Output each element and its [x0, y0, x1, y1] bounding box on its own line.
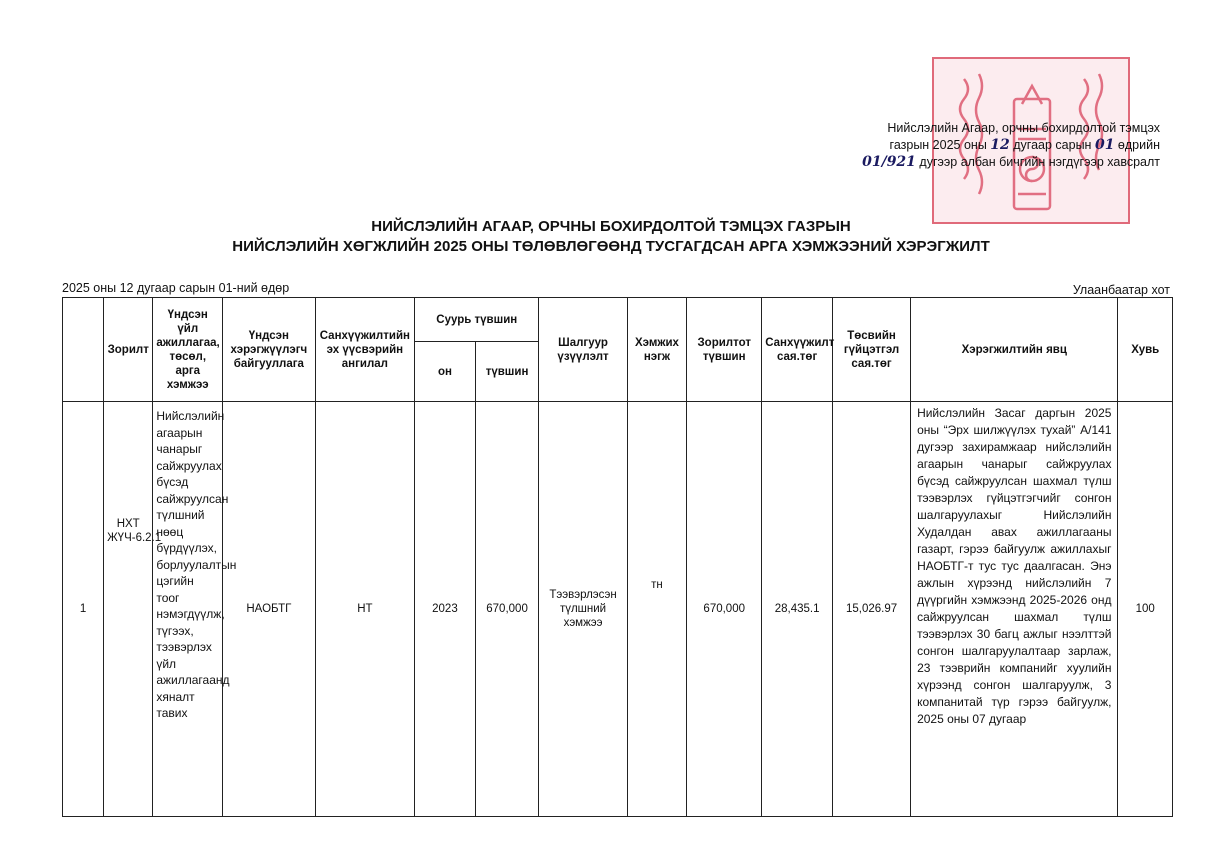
cell-funding: 28,435.1: [762, 402, 833, 817]
approval-line-1: Нийслэлийн Агаар, орчны бохирдолтой тэмцэх: [887, 121, 1160, 135]
cell-implementer: НАОБТГ: [223, 402, 315, 817]
header-baseline-level: түвшин: [475, 342, 539, 402]
handwritten-month: 12: [990, 137, 1010, 153]
cell-progress: Нийслэлийн Засаг даргын 2025 оны “Эрх шилжүүлэх тухай” А/141 дугээр захирамжаар нийслэлийн агаарын чанарыг сайжруулах бүсэд сайжруулсан шахмал түлш тээвэрлэх гүйцэтгэгчийг сонгон шалгаруулахыг Нийслэлийн Худалдан авах ажиллагааны газарт, гэрээ байгуулж ажиллахыг НАОБТГ-т тус тус даалгасан. Энэ ажлын хүрээнд нийслэлийн 7 дүүргийн хэмжээнд 2025-2026 онд сайжруулсан шахмал түлш тээвэрлэх 30 багц ажлыг нээлттэй сонгон шалгаруулалтаар зарлаж, 23 тээврийн компанийг хуулийн хүрээнд сонгон шалгаруулж, 3 компанитай түр гэрээ байгуулж, 2025 оны 07 дугаар: [911, 402, 1118, 817]
document-title-line-2: НИЙСЛЭЛИЙН ХӨГЖЛИЙН 2025 ОНЫ ТӨЛӨВЛӨГӨӨНД ТУСГАГДСАН АРГА ХЭМЖЭЭНИЙ ХЭРЭГЖИЛТ: [232, 238, 990, 255]
handwritten-number: 01/921: [862, 154, 916, 170]
cell-objective: НХТ ЖҮЧ-6.2.1: [104, 402, 153, 817]
cell-indicator: Тээвэрлэсэн түлшний хэмжээ: [539, 402, 627, 817]
header-indicator: Шалгуур үзүүлэлт: [539, 298, 627, 402]
document-title-line-1: НИЙСЛЭЛИЙН АГААР, ОРЧНЫ БОХИРДОЛТОЙ ТЭМЦЭХ ГАЗРЫН: [371, 218, 851, 235]
approval-month-text: дугаар сарын: [1013, 138, 1092, 152]
handwritten-day: 01: [1094, 137, 1115, 153]
progress-table: [62, 297, 1173, 817]
cell-baseline-level: 670,000: [475, 402, 539, 817]
header-budget: Төсвийн гүйцэтгэл сая.төг: [833, 298, 911, 402]
document-city: Улаанбаатар хот: [1072, 283, 1170, 297]
approval-annex-text: дугээр албан бичгийн нэгдүгээр хавсралт: [919, 155, 1160, 169]
approval-line-3: [862, 154, 1160, 171]
header-target: Зорилтот түвшин: [687, 298, 762, 402]
document-date: 2025 оны 12 дугаар сарын 01-ний өдөр: [62, 281, 290, 295]
header-progress: Хэрэгжилтийн явц: [911, 298, 1118, 402]
cell-funding-class: НТ: [315, 402, 415, 817]
cell-target: 670,000: [687, 402, 762, 817]
cell-budget: 15,026.97: [833, 402, 911, 817]
approval-note: [862, 120, 1160, 171]
cell-activity: Нийслэлийн агаарын чанарыг сайжруулах бүсэд сайжруулсан түлшний нөөц бүрдүүлэх, борлуулалтын цэгийн тоог нэмэгдүүлж, түгээх, тээвэрлэх үйл ажиллагаанд хяналт тавих: [153, 402, 223, 817]
header-funding-class: Санхүүжилтийн эх үүсвэрийн ангилал: [315, 298, 415, 402]
approval-year-text: газрын 2025 оны: [889, 138, 987, 152]
header-row-1: [63, 298, 1173, 342]
table-row: [63, 402, 1173, 817]
header-percent: Хувь: [1118, 298, 1173, 402]
cell-unit: тн: [627, 402, 687, 817]
header-implementer: Үндсэн хэрэгжүүлэгч байгууллага: [223, 298, 315, 402]
header-activity: Үндсэн үйл ажиллагаа, төсөл, арга хэмжээ: [153, 298, 223, 402]
cell-no: 1: [63, 402, 104, 817]
header-unit: Хэмжих нэгж: [627, 298, 687, 402]
cell-baseline-year: 2023: [415, 402, 476, 817]
header-baseline: Суурь түвшин: [415, 298, 539, 342]
header-baseline-year: он: [415, 342, 476, 402]
approval-day-text: өдрийн: [1117, 138, 1160, 152]
approval-line-2: [862, 137, 1160, 154]
header-funding: Санхүүжилт сая.төг: [762, 298, 833, 402]
header-objective: Зорилт: [104, 298, 153, 402]
header-no: [63, 298, 104, 402]
cell-percent: 100: [1118, 402, 1173, 817]
